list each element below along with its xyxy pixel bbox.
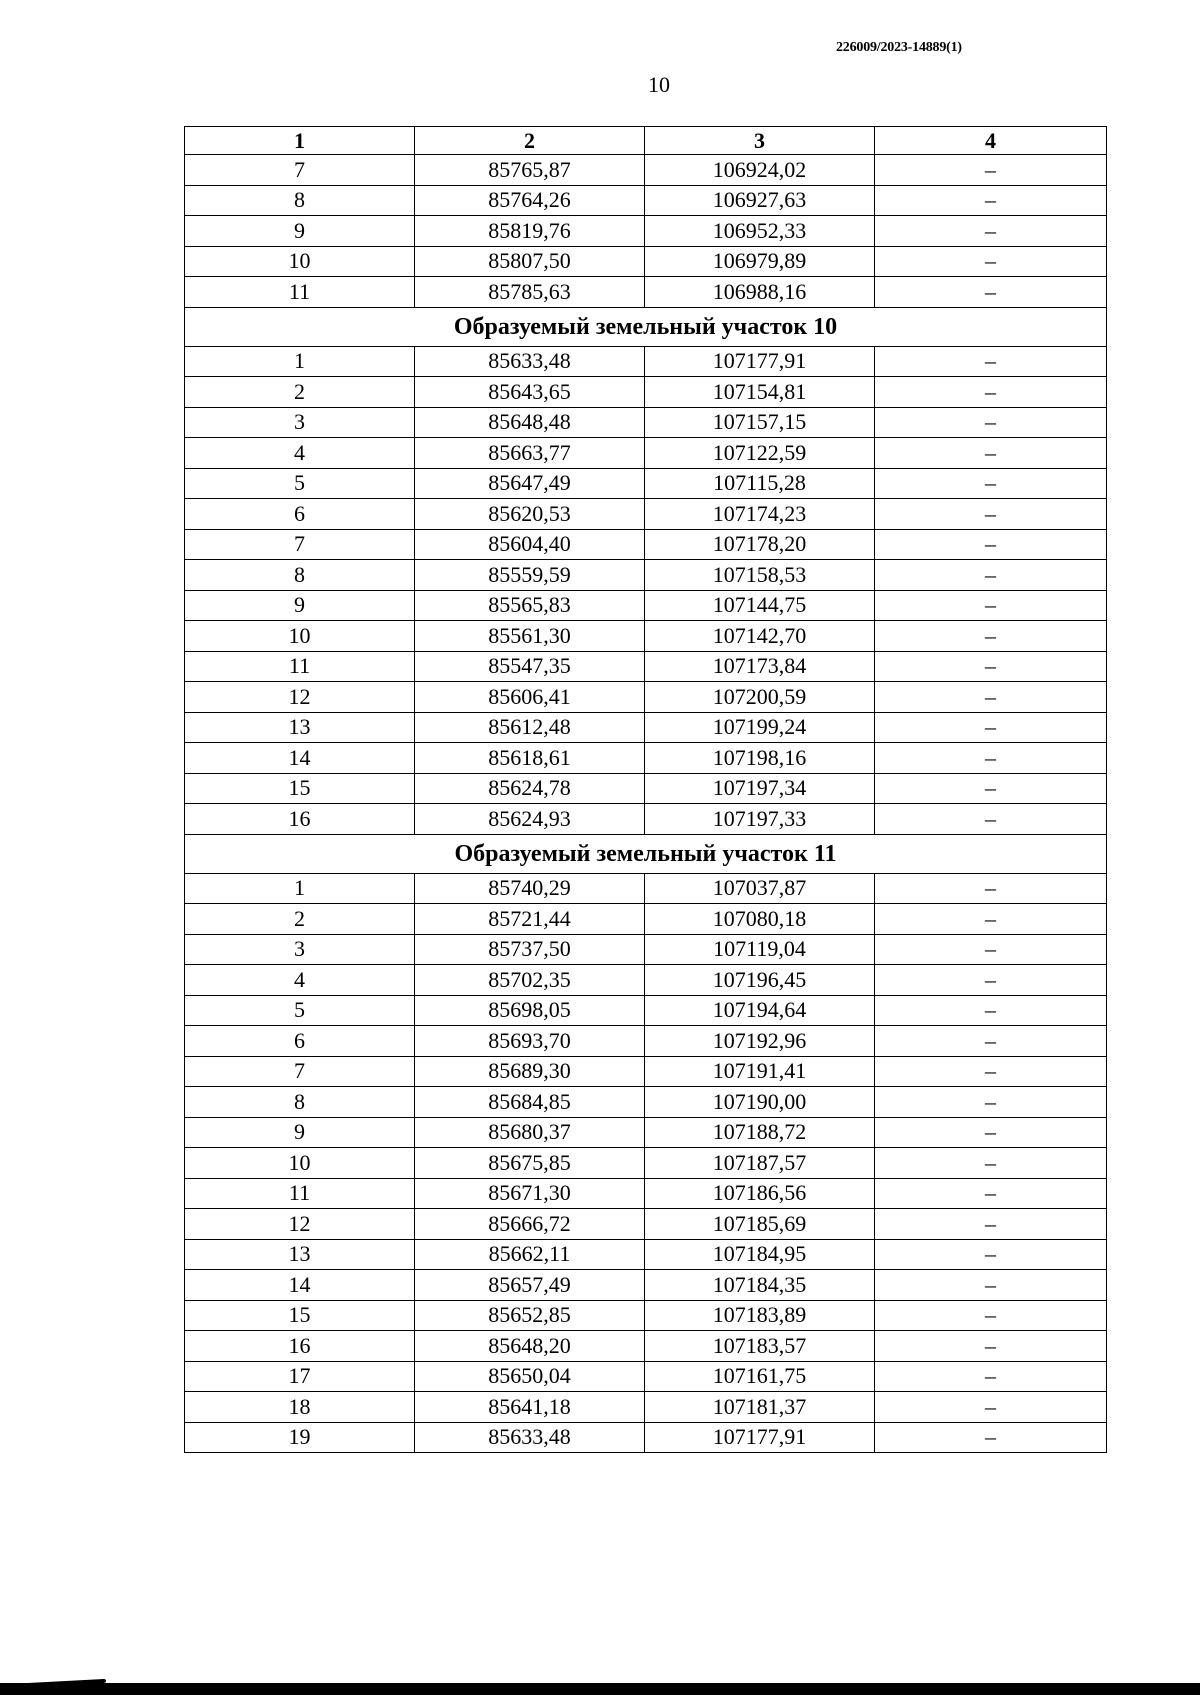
point-number-cell: 1	[185, 346, 415, 377]
section-row	[185, 307, 1107, 346]
column-header: 1	[185, 127, 415, 155]
table-header	[185, 127, 1107, 155]
y-coordinate-cell: 107183,89	[645, 1300, 875, 1331]
table-row	[185, 438, 1107, 469]
y-coordinate-cell: 107190,00	[645, 1087, 875, 1118]
x-coordinate-cell: 85647,49	[415, 468, 645, 499]
y-coordinate-cell: 107199,24	[645, 712, 875, 743]
note-cell: –	[875, 621, 1107, 652]
note-cell: –	[875, 560, 1107, 591]
point-number-cell: 8	[185, 185, 415, 216]
point-number-cell: 11	[185, 1178, 415, 1209]
table-row	[185, 407, 1107, 438]
note-cell: –	[875, 1056, 1107, 1087]
note-cell: –	[875, 1148, 1107, 1179]
x-coordinate-cell: 85559,59	[415, 560, 645, 591]
point-number-cell: 17	[185, 1361, 415, 1392]
point-number-cell: 2	[185, 377, 415, 408]
point-number-cell: 19	[185, 1422, 415, 1453]
point-number-cell: 8	[185, 1087, 415, 1118]
point-number-cell: 6	[185, 499, 415, 530]
point-number-cell: 7	[185, 155, 415, 186]
note-cell: –	[875, 346, 1107, 377]
y-coordinate-cell: 107144,75	[645, 590, 875, 621]
note-cell: –	[875, 934, 1107, 965]
x-coordinate-cell: 85693,70	[415, 1026, 645, 1057]
table-row	[185, 621, 1107, 652]
point-number-cell: 5	[185, 995, 415, 1026]
y-coordinate-cell: 106952,33	[645, 216, 875, 247]
note-cell: –	[875, 216, 1107, 247]
note-cell: –	[875, 965, 1107, 996]
point-number-cell: 3	[185, 934, 415, 965]
table-row	[185, 468, 1107, 499]
x-coordinate-cell: 85624,78	[415, 773, 645, 804]
table-row	[185, 1392, 1107, 1423]
y-coordinate-cell: 107080,18	[645, 904, 875, 935]
x-coordinate-cell: 85624,93	[415, 804, 645, 835]
x-coordinate-cell: 85807,50	[415, 246, 645, 277]
x-coordinate-cell: 85684,85	[415, 1087, 645, 1118]
y-coordinate-cell: 107198,16	[645, 743, 875, 774]
x-coordinate-cell: 85643,65	[415, 377, 645, 408]
x-coordinate-cell: 85650,04	[415, 1361, 645, 1392]
point-number-cell: 2	[185, 904, 415, 935]
table-row	[185, 377, 1107, 408]
y-coordinate-cell: 106988,16	[645, 277, 875, 308]
table-row	[185, 1239, 1107, 1270]
y-coordinate-cell: 107173,84	[645, 651, 875, 682]
table-row	[185, 1270, 1107, 1301]
note-cell: –	[875, 499, 1107, 530]
point-number-cell: 15	[185, 1300, 415, 1331]
note-cell: –	[875, 1178, 1107, 1209]
table-row	[185, 651, 1107, 682]
y-coordinate-cell: 107191,41	[645, 1056, 875, 1087]
table-row	[185, 1361, 1107, 1392]
x-coordinate-cell: 85618,61	[415, 743, 645, 774]
note-cell: –	[875, 873, 1107, 904]
y-coordinate-cell: 107186,56	[645, 1178, 875, 1209]
coordinates-table	[184, 126, 1107, 1453]
table-row	[185, 995, 1107, 1026]
column-header: 3	[645, 127, 875, 155]
column-header: 2	[415, 127, 645, 155]
y-coordinate-cell: 107185,69	[645, 1209, 875, 1240]
note-cell: –	[875, 1422, 1107, 1453]
table-row	[185, 185, 1107, 216]
y-coordinate-cell: 107184,35	[645, 1270, 875, 1301]
note-cell: –	[875, 1361, 1107, 1392]
point-number-cell: 9	[185, 216, 415, 247]
column-header: 4	[875, 127, 1107, 155]
table-row	[185, 965, 1107, 996]
x-coordinate-cell: 85620,53	[415, 499, 645, 530]
x-coordinate-cell: 85737,50	[415, 934, 645, 965]
y-coordinate-cell: 107157,15	[645, 407, 875, 438]
point-number-cell: 18	[185, 1392, 415, 1423]
x-coordinate-cell: 85641,18	[415, 1392, 645, 1423]
header-row	[185, 127, 1107, 155]
table-row	[185, 1300, 1107, 1331]
note-cell: –	[875, 773, 1107, 804]
point-number-cell: 1	[185, 873, 415, 904]
note-cell: –	[875, 743, 1107, 774]
section-row	[185, 834, 1107, 873]
point-number-cell: 12	[185, 682, 415, 713]
x-coordinate-cell: 85657,49	[415, 1270, 645, 1301]
point-number-cell: 14	[185, 743, 415, 774]
y-coordinate-cell: 107177,91	[645, 346, 875, 377]
x-coordinate-cell: 85740,29	[415, 873, 645, 904]
scan-edge-bar	[0, 1683, 1200, 1695]
table-row	[185, 246, 1107, 277]
table-row	[185, 1056, 1107, 1087]
y-coordinate-cell: 107178,20	[645, 529, 875, 560]
point-number-cell: 11	[185, 277, 415, 308]
section-title: Образуемый земельный участок 11	[185, 834, 1107, 873]
point-number-cell: 7	[185, 1056, 415, 1087]
point-number-cell: 6	[185, 1026, 415, 1057]
y-coordinate-cell: 106924,02	[645, 155, 875, 186]
table-row	[185, 682, 1107, 713]
x-coordinate-cell: 85604,40	[415, 529, 645, 560]
point-number-cell: 14	[185, 1270, 415, 1301]
y-coordinate-cell: 107158,53	[645, 560, 875, 591]
x-coordinate-cell: 85785,63	[415, 277, 645, 308]
table-row	[185, 216, 1107, 247]
x-coordinate-cell: 85764,26	[415, 185, 645, 216]
x-coordinate-cell: 85671,30	[415, 1178, 645, 1209]
point-number-cell: 4	[185, 965, 415, 996]
table-row	[185, 1148, 1107, 1179]
note-cell: –	[875, 1331, 1107, 1362]
table-row	[185, 1087, 1107, 1118]
table-row	[185, 712, 1107, 743]
point-number-cell: 5	[185, 468, 415, 499]
note-cell: –	[875, 529, 1107, 560]
point-number-cell: 3	[185, 407, 415, 438]
table-row	[185, 1209, 1107, 1240]
y-coordinate-cell: 107115,28	[645, 468, 875, 499]
y-coordinate-cell: 107037,87	[645, 873, 875, 904]
note-cell: –	[875, 590, 1107, 621]
section-title: Образуемый земельный участок 10	[185, 307, 1107, 346]
x-coordinate-cell: 85680,37	[415, 1117, 645, 1148]
y-coordinate-cell: 107184,95	[645, 1239, 875, 1270]
note-cell: –	[875, 712, 1107, 743]
y-coordinate-cell: 107119,04	[645, 934, 875, 965]
note-cell: –	[875, 377, 1107, 408]
x-coordinate-cell: 85663,77	[415, 438, 645, 469]
x-coordinate-cell: 85648,48	[415, 407, 645, 438]
table-row	[185, 1331, 1107, 1362]
point-number-cell: 10	[185, 1148, 415, 1179]
note-cell: –	[875, 1270, 1107, 1301]
table-row	[185, 873, 1107, 904]
note-cell: –	[875, 246, 1107, 277]
x-coordinate-cell: 85547,35	[415, 651, 645, 682]
point-number-cell: 9	[185, 1117, 415, 1148]
y-coordinate-cell: 107142,70	[645, 621, 875, 652]
note-cell: –	[875, 995, 1107, 1026]
x-coordinate-cell: 85819,76	[415, 216, 645, 247]
table-row	[185, 743, 1107, 774]
y-coordinate-cell: 107188,72	[645, 1117, 875, 1148]
point-number-cell: 10	[185, 246, 415, 277]
x-coordinate-cell: 85702,35	[415, 965, 645, 996]
note-cell: –	[875, 1026, 1107, 1057]
point-number-cell: 13	[185, 712, 415, 743]
point-number-cell: 16	[185, 804, 415, 835]
table-row	[185, 773, 1107, 804]
point-number-cell: 9	[185, 590, 415, 621]
table-row	[185, 590, 1107, 621]
x-coordinate-cell: 85675,85	[415, 1148, 645, 1179]
point-number-cell: 13	[185, 1239, 415, 1270]
x-coordinate-cell: 85662,11	[415, 1239, 645, 1270]
point-number-cell: 11	[185, 651, 415, 682]
table-row	[185, 1026, 1107, 1057]
note-cell: –	[875, 185, 1107, 216]
y-coordinate-cell: 107194,64	[645, 995, 875, 1026]
point-number-cell: 12	[185, 1209, 415, 1240]
table-row	[185, 904, 1107, 935]
x-coordinate-cell: 85652,85	[415, 1300, 645, 1331]
y-coordinate-cell: 107154,81	[645, 377, 875, 408]
point-number-cell: 15	[185, 773, 415, 804]
note-cell: –	[875, 1209, 1107, 1240]
y-coordinate-cell: 107183,57	[645, 1331, 875, 1362]
y-coordinate-cell: 107197,33	[645, 804, 875, 835]
point-number-cell: 4	[185, 438, 415, 469]
y-coordinate-cell: 106927,63	[645, 185, 875, 216]
note-cell: –	[875, 1392, 1107, 1423]
y-coordinate-cell: 107181,37	[645, 1392, 875, 1423]
y-coordinate-cell: 107197,34	[645, 773, 875, 804]
point-number-cell: 8	[185, 560, 415, 591]
table-row	[185, 529, 1107, 560]
page-number: 10	[648, 72, 670, 97]
table-row	[185, 1178, 1107, 1209]
table-row	[185, 499, 1107, 530]
note-cell: –	[875, 277, 1107, 308]
y-coordinate-cell: 107200,59	[645, 682, 875, 713]
x-coordinate-cell: 85633,48	[415, 1422, 645, 1453]
note-cell: –	[875, 651, 1107, 682]
note-cell: –	[875, 438, 1107, 469]
x-coordinate-cell: 85612,48	[415, 712, 645, 743]
y-coordinate-cell: 107161,75	[645, 1361, 875, 1392]
note-cell: –	[875, 1300, 1107, 1331]
table-row	[185, 804, 1107, 835]
y-coordinate-cell: 107177,91	[645, 1422, 875, 1453]
point-number-cell: 7	[185, 529, 415, 560]
note-cell: –	[875, 155, 1107, 186]
x-coordinate-cell: 85648,20	[415, 1331, 645, 1362]
table-body	[185, 155, 1107, 1453]
x-coordinate-cell: 85565,83	[415, 590, 645, 621]
y-coordinate-cell: 107187,57	[645, 1148, 875, 1179]
y-coordinate-cell: 106979,89	[645, 246, 875, 277]
x-coordinate-cell: 85765,87	[415, 155, 645, 186]
x-coordinate-cell: 85606,41	[415, 682, 645, 713]
table-row	[185, 155, 1107, 186]
x-coordinate-cell: 85633,48	[415, 346, 645, 377]
document-number: 226009/2023-14889(1)	[836, 40, 962, 55]
table-row	[185, 560, 1107, 591]
note-cell: –	[875, 904, 1107, 935]
note-cell: –	[875, 804, 1107, 835]
x-coordinate-cell: 85721,44	[415, 904, 645, 935]
table-row	[185, 277, 1107, 308]
y-coordinate-cell: 107192,96	[645, 1026, 875, 1057]
table-row	[185, 1422, 1107, 1453]
x-coordinate-cell: 85561,30	[415, 621, 645, 652]
note-cell: –	[875, 407, 1107, 438]
x-coordinate-cell: 85698,05	[415, 995, 645, 1026]
point-number-cell: 10	[185, 621, 415, 652]
y-coordinate-cell: 107196,45	[645, 965, 875, 996]
x-coordinate-cell: 85689,30	[415, 1056, 645, 1087]
note-cell: –	[875, 1087, 1107, 1118]
y-coordinate-cell: 107174,23	[645, 499, 875, 530]
table-row	[185, 934, 1107, 965]
note-cell: –	[875, 1117, 1107, 1148]
table-row	[185, 1117, 1107, 1148]
point-number-cell: 16	[185, 1331, 415, 1362]
note-cell: –	[875, 468, 1107, 499]
note-cell: –	[875, 1239, 1107, 1270]
y-coordinate-cell: 107122,59	[645, 438, 875, 469]
note-cell: –	[875, 682, 1107, 713]
table-row	[185, 346, 1107, 377]
x-coordinate-cell: 85666,72	[415, 1209, 645, 1240]
